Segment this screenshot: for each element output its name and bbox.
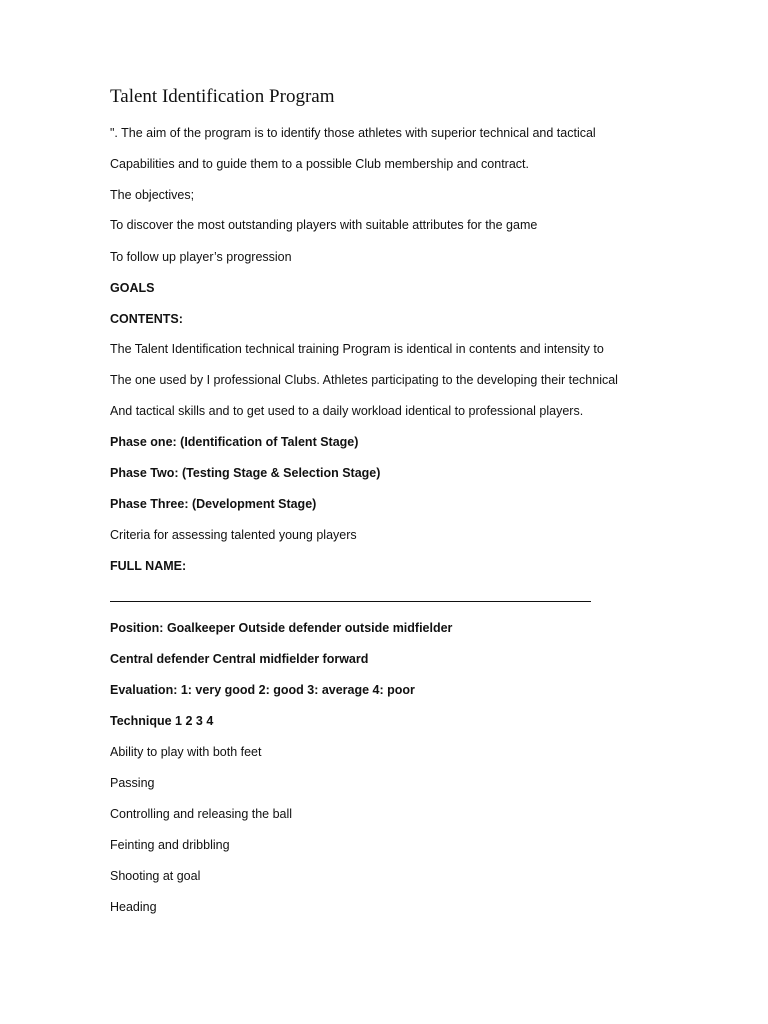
position-line: Position: Goalkeeper Outside defender outside midfielder <box>110 621 453 635</box>
text-line-contents-1: The Talent Identification technical training Program is identical in contents and intensity to <box>110 342 604 356</box>
text-line-contents-3: And tactical skills and to get used to a daily workload identical to professional players. <box>110 404 584 418</box>
criterion-heading: Heading <box>110 900 157 914</box>
contents-heading: CONTENTS: <box>110 312 183 326</box>
text-line-contents-2: The one used by I professional Clubs. Athletes participating to the developing their technical <box>110 373 618 387</box>
criterion-both-feet: Ability to play with both feet <box>110 745 262 759</box>
text-line-capabilities: Capabilities and to guide them to a possible Club membership and contract. <box>110 157 529 171</box>
technique-heading: Technique 1 2 3 4 <box>110 714 214 728</box>
evaluation-scale: Evaluation: 1: very good 2: good 3: average 4: poor <box>110 683 415 697</box>
document-title: Talent Identification Program <box>110 86 335 107</box>
position-line-continued: Central defender Central midfielder forward <box>110 652 369 666</box>
text-line-intro: ". The aim of the program is to identify those athletes with superior technical and tactical <box>110 126 596 140</box>
text-line-objectives-heading: The objectives; <box>110 188 195 202</box>
text-line-criteria: Criteria for assessing talented young players <box>110 528 357 542</box>
phase-one-heading: Phase one: (Identification of Talent Stage) <box>110 435 359 449</box>
criterion-feinting: Feinting and dribbling <box>110 838 230 852</box>
phase-two-heading: Phase Two: (Testing Stage & Selection Stage) <box>110 466 381 480</box>
phase-three-heading: Phase Three: (Development Stage) <box>110 497 317 511</box>
full-name-label: FULL NAME: <box>110 559 187 573</box>
goals-heading: GOALS <box>110 281 155 295</box>
criterion-controlling: Controlling and releasing the ball <box>110 807 293 821</box>
text-line-objective-followup: To follow up player’s progression <box>110 250 292 264</box>
criterion-shooting: Shooting at goal <box>110 869 201 883</box>
text-line-objective-discover: To discover the most outstanding players with suitable attributes for the game <box>110 218 538 232</box>
criterion-passing: Passing <box>110 776 155 790</box>
full-name-underline <box>110 601 591 602</box>
